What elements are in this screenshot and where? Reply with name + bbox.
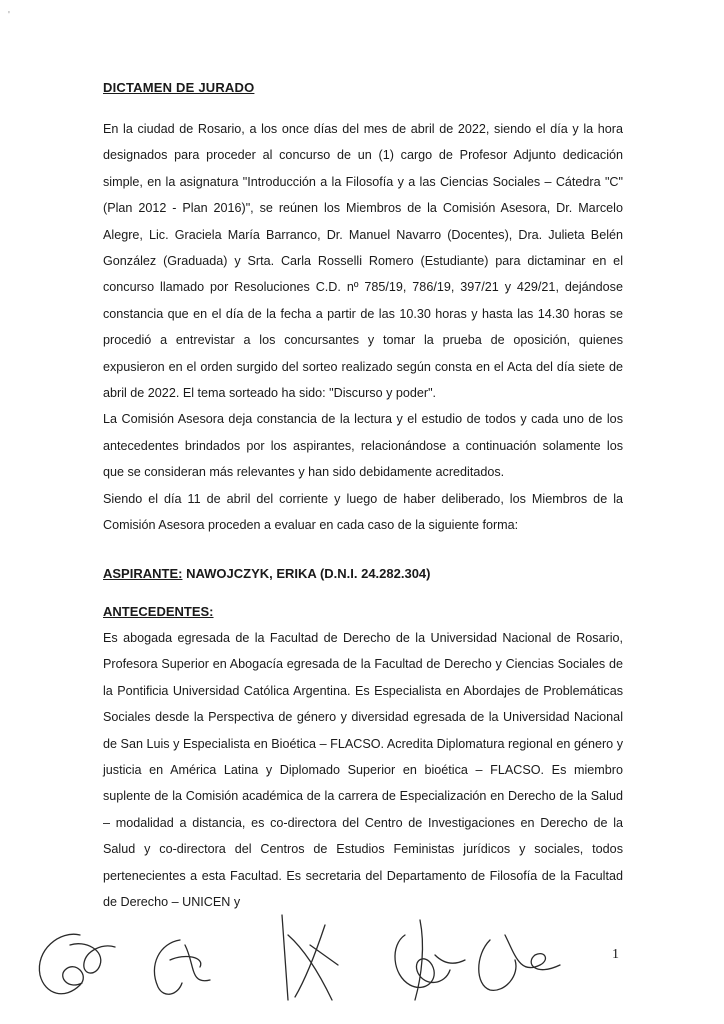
aspirante-label: ASPIRANTE: — [103, 566, 183, 581]
signature-2 — [154, 940, 210, 994]
intro-paragraph-2: La Comisión Asesora deja constancia de la lectura y el estudio de todos y cada uno de los antecedentes brindados por los aspirantes, relacionándose a continuación solamente los que se consideran más relevantes y han sido debidamente acreditados. — [103, 412, 623, 480]
signature-4 — [395, 920, 465, 1000]
intro-paragraph-3: Siendo el día 11 de abril del corriente y luego de haber deliberado, los Miembros de la Comisión Asesora proceden a evaluar en cada caso de la siguiente forma: — [103, 491, 623, 533]
aspirante-value: NAWOJCZYK, ERIKA (D.N.I. 24.282.304) — [186, 566, 431, 581]
signatures — [20, 905, 580, 1015]
page-number: 1 — [612, 947, 619, 962]
signature-1 — [39, 934, 115, 993]
antecedentes-section — [103, 625, 623, 915]
aspirante-line — [103, 566, 431, 581]
signature-5 — [479, 935, 560, 990]
corner-mark: ' — [8, 10, 10, 21]
intro-section — [103, 116, 623, 539]
intro-paragraph-1: En la ciudad de Rosario, a los once días del mes de abril de 2022, siendo el día y la hora designados para proceder al concurso de un (1) cargo de Profesor Adjunto dedicación simple, en la asignatura "Introducción a la Filosofía y a las Ciencias Sociales – Cátedra "C" (Plan 2012 - Plan 2016)", se reúnen los Miembros de la Comisión Asesora, Dr. Marcelo Alegre, Lic. Graciela María Barranco, Dr. Manuel Navarro (Docentes), Dra. Julieta Belén González (Graduada) y Srta. Carla Rosselli Romero (Estudiante) para dictaminar en el concurso llamado por Resoluciones C.D. nº 785/19, 786/19, 397/21 y 429/21, dejándose constancia que en el día de la fecha a partir de las 10.30 horas y hasta las 14.30 horas se procedió a entrevistar a los concursantes y tomar la prueba de oposición, quienes expusieron en el orden surgido del sorteo realizado según consta en el Acta del día siete de abril de 2022. El tema sorteado ha sido: "Discurso y poder". — [103, 122, 623, 401]
signature-3 — [282, 915, 338, 1000]
antecedentes-paragraph: Es abogada egresada de la Facultad de Derecho de la Universidad Nacional de Rosario, Profesora Superior en Abogacía egresada de la Facultad de Derecho y Ciencias Sociales de la Pontificia Universidad Católica Argentina. Es Especialista en Abordajes de Problemáticas Sociales desde la Perspectiva de género y diversidad egresada de la Universidad Nacional de San Luis y Especialista en Bioética – FLACSO. Acredita Diplomatura regional en género y justicia en América Latina y Diplomado Superior en bioética – FLACSO. Es miembro suplente de la Comisión académica de la carrera de Especialización en Derecho de la Salud – modalidad a distancia, es co-directora del Centro de Investigaciones en Derecho de la Salud y co-directora del Centros de Estudios Feministas jurídicos y sociales, todos pertenecientes a esta Facultad. Es secretaria del Departamento de Filosofía de la Facultad de Derecho – UNICEN y — [103, 631, 623, 910]
antecedentes-heading: ANTECEDENTES: — [103, 604, 214, 619]
document-heading: DICTAMEN DE JURADO — [103, 80, 255, 95]
